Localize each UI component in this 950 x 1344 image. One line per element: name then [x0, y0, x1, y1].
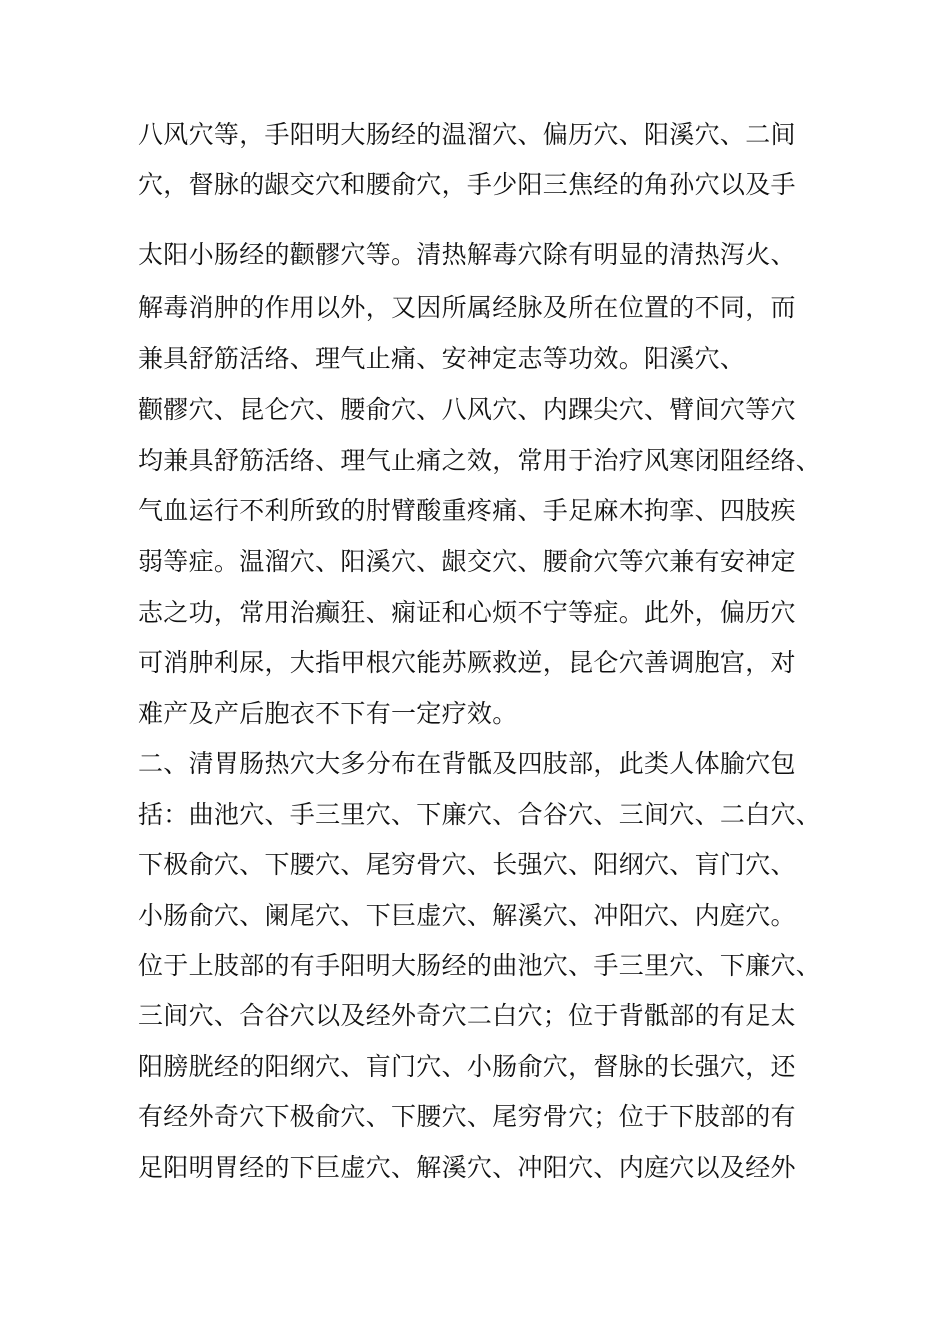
- text-line: 难产及产后胞衣不下有一定疗效。: [138, 699, 518, 728]
- text-line: 足阳明胃经的下巨虚穴、解溪穴、冲阳穴、内庭穴以及经外: [138, 1153, 796, 1182]
- text-line: 小肠俞穴、阑尾穴、下巨虚穴、解溪穴、冲阳穴、内庭穴。: [138, 901, 796, 930]
- text-line: 太阳小肠经的颧髎穴等。清热解毒穴除有明显的清热泻火、: [138, 240, 796, 269]
- text-line: 志之功，常用治癫狂、痫证和心烦不宁等症。此外，偏历穴: [138, 598, 796, 627]
- text-line: 均兼具舒筋活络、理气止痛之效，常用于治疗风寒闭阻经络、: [138, 446, 822, 475]
- text-line: 下极俞穴、下腰穴、尾穷骨穴、长强穴、阳纲穴、肓门穴、: [138, 850, 796, 879]
- text-line: 颧髎穴、昆仑穴、腰俞穴、八风穴、内踝尖穴、臂间穴等穴: [138, 395, 796, 424]
- text-line: 兼具舒筋活络、理气止痛、安神定志等功效。阳溪穴、: [138, 344, 746, 373]
- text-line: 三间穴、合谷穴以及经外奇穴二白穴；位于背骶部的有足太: [138, 1001, 796, 1030]
- text-line: 阳膀胱经的阳纲穴、肓门穴、小肠俞穴，督脉的长强穴，还: [138, 1052, 796, 1081]
- text-line: 有经外奇穴下极俞穴、下腰穴、尾穷骨穴；位于下肢部的有: [138, 1102, 796, 1131]
- text-line: 括：曲池穴、手三里穴、下廉穴、合谷穴、三间穴、二白穴、: [138, 800, 822, 829]
- text-line: 可消肿利尿，大指甲根穴能苏厥救逆，昆仑穴善调胞宫，对: [138, 648, 796, 677]
- text-line: 气血运行不利所致的肘臂酸重疼痛、手足麻木拘挛、四肢疾: [138, 496, 796, 525]
- text-line: 弱等症。温溜穴、阳溪穴、龈交穴、腰俞穴等穴兼有安神定: [138, 547, 796, 576]
- text-line: 八风穴等，手阳明大肠经的温溜穴、偏历穴、阳溪穴、二间: [138, 120, 796, 149]
- text-line: 穴，督脉的龈交穴和腰俞穴，手少阳三焦经的角孙穴以及手: [138, 170, 796, 199]
- text-line: 二、清胃肠热穴大多分布在背骶及四肢部，此类人体腧穴包: [138, 749, 796, 778]
- text-line: 解毒消肿的作用以外，又因所属经脉及所在位置的不同，而: [138, 293, 796, 322]
- text-line: 位于上肢部的有手阳明大肠经的曲池穴、手三里穴、下廉穴、: [138, 951, 822, 980]
